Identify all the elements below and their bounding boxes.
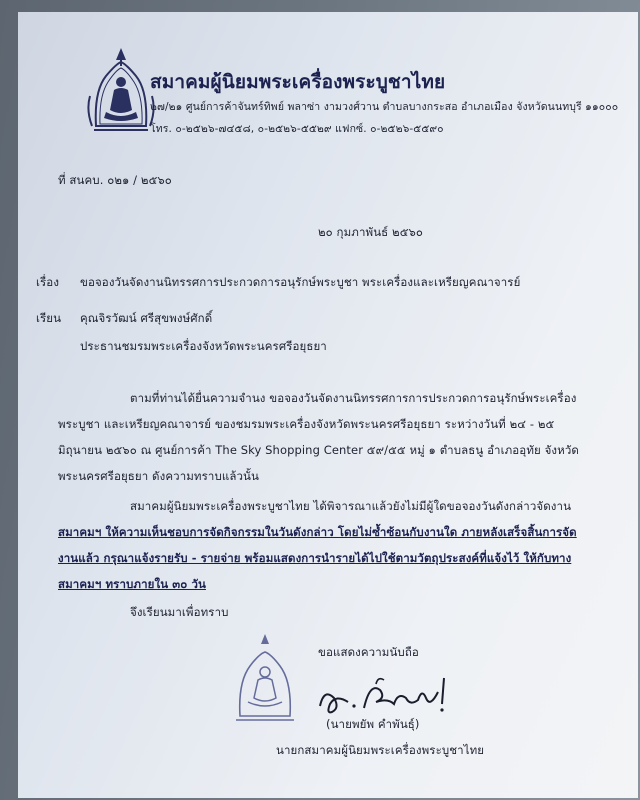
letter-page [18, 12, 638, 798]
body-line: สมาคมผู้นิยมพระเครื่องพระบูชาไทย ได้พิจารณาแล้วยังไม่มีผู้ใดขอจองวันดังกล่าวจัดงาน [130, 499, 572, 513]
emphasis-line: งานแล้ว กรุณาแจ้งรายรับ - รายจ่าย พร้อมแสดงการนำรายได้ไปใช้ตามวัตถุประสงค์ที่แจ้งไว้ ให้กับทาง [58, 551, 572, 565]
recipient-position: ประธานชมรมพระเครื่องจังหวัดพระนครศรีอยุธยา [80, 339, 327, 353]
letter-date: ๒๐ กุมภาพันธ์ ๒๕๖๐ [318, 225, 424, 239]
closing-salutation: ขอแสดงความนับถือ [318, 645, 419, 659]
subject-label: เรื่อง [36, 275, 60, 289]
organization-address: ๒๗/๒๑ ศูนย์การค้าจันทร์ทิพย์ พลาซ่า งามวงศ์วาน ตำบลบางกระสอ อำเภอเมือง จังหวัดนนทบุรี ๑๑๐๐๐ [150, 101, 619, 113]
signer-name: (นายพยัพ คำพันธุ์) [326, 717, 420, 731]
body-line: ตามที่ท่านได้ยื่นความจำนง ขอจองวันจัดงานนิทรรศการการประกวดการอนุรักษ์พระเครื่อง [130, 391, 577, 405]
association-seal-stamp [232, 632, 298, 722]
buddha-emblem-logo [86, 46, 156, 132]
emphasis-line: สมาคมฯ ทราบภายใน ๓๐ วัน [58, 577, 206, 591]
recipient-name: คุณจิรวัฒน์ ศรีสุขพงษ์ศักดิ์ [80, 311, 213, 325]
emphasis-line: สมาคมฯ ให้ความเห็นชอบการจัดกิจกรรมในวันดังกล่าว โดยไม่ซ้ำซ้อนกับงานใด ภายหลังเสร็จสิ้นการจัด [58, 525, 577, 539]
organization-name: สมาคมผู้นิยมพระเครื่องพระบูชาไทย [150, 71, 446, 93]
recipient-label: เรียน [36, 311, 62, 325]
signer-title: นายกสมาคมผู้นิยมพระเครื่องพระบูชาไทย [276, 743, 485, 757]
body-line: พระบูชา และเหรียญคณาจารย์ ของชมรมพระเครื่องจังหวัดพระนครศรีอยุธยา ระหว่างวันที่ ๒๔ - ๒๕ [58, 417, 555, 431]
body-line: มิถุนายน ๒๕๖๐ ณ ศูนย์การค้า The Sky Shopping Center ๕๙/๕๕ หมู่ ๑ ตำบลธนู อำเภออุทัย จังหวัด [58, 443, 579, 457]
organization-contact: โทร. ๐-๒๕๒๖-๗๔๕๘, ๐-๒๕๒๖-๕๕๒๙ แฟกซ์. ๐-๒๕๒๖-๕๕๙๐ [150, 123, 444, 135]
handwritten-signature [314, 668, 464, 720]
closing-sentence: จึงเรียนมาเพื่อทราบ [130, 605, 229, 619]
reference-number: ที่ สนคบ. ๐๒๑ / ๒๕๖๐ [58, 173, 172, 187]
body-line: พระนครศรีอยุธยา ดังความทราบแล้วนั้น [58, 469, 259, 483]
subject-text: ขอจองวันจัดงานนิทรรศการประกวดการอนุรักษ์พระบูชา พระเครื่องและเหรียญคณาจารย์ [80, 275, 521, 289]
